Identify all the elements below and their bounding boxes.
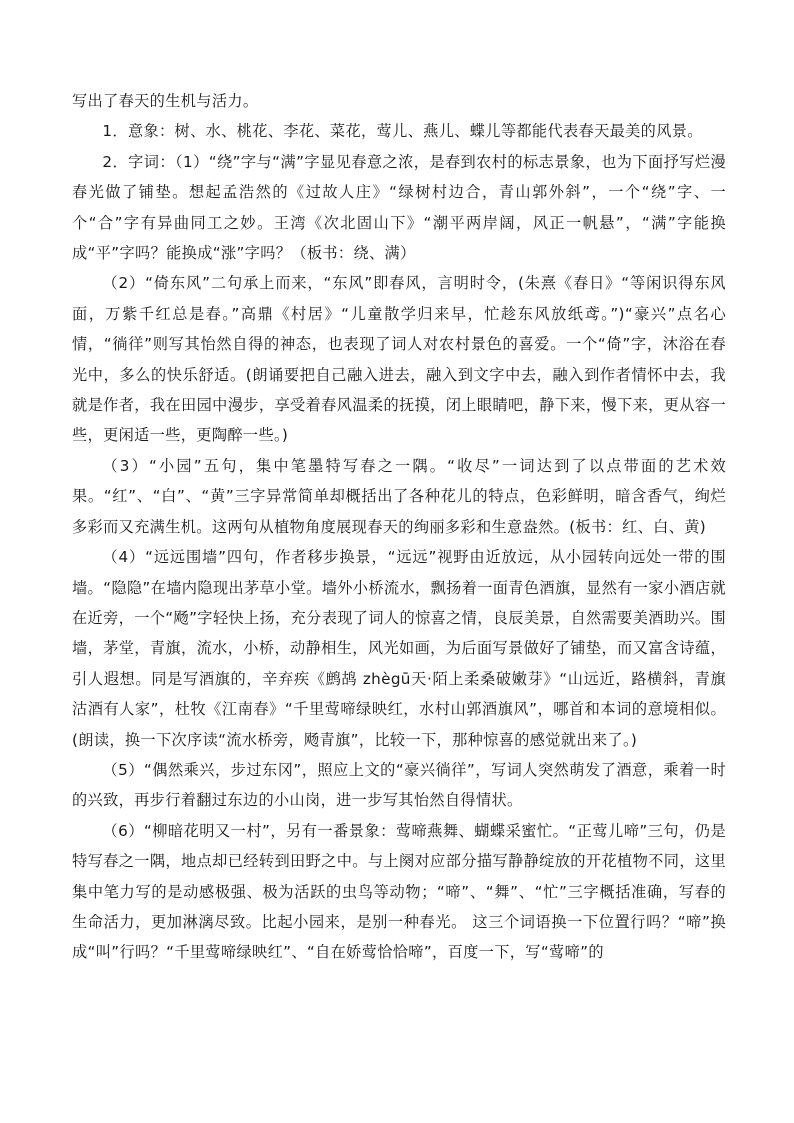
paragraph-point-5: （5）“偶然乘兴，步过东冈”，照应上文的“豪兴徜徉”，写词人突然萌发了酒意，乘着一时的兴致，再步行着翻过东边的小山岗，进一步写其怡然自得情状。 [72,760,726,810]
paragraph-imagery: 1．意象：树、水、桃花、李花、菜花，莺儿、燕儿、蝶儿等都能代表春天最美的风景。 [102,122,703,141]
paragraph-point-3: （3）“小园”五句，集中笔墨特写春之一隅。“收尽”一词达到了以点带面的艺术效果。“红”、“白”、“黄”三字异常简单却概括出了各种花儿的特点，色彩鲜明，暗含香气，绚烂多彩而又充满生机。这两句从植物角度展现春天的绚丽多彩和生意盎然。(板书：红、白、黄) [72,456,726,536]
paragraph-continuation: 写出了春天的生机与活力。 [72,92,259,110]
document-page [72,86,726,968]
paragraph-point-4: （4）“远远围墙”四句，作者移步换景，“远远”视野由近放远，从小园转向远处一带的围墙。“隐隐”在墙内隐现出茅草小堂。墙外小桥流水，飘扬着一面青色酒旗，显然有一家小酒店就在近旁，一个“飏”字轻快上扬，充分表现了词人的惊喜之情，良辰美景，自然需要美酒助兴。围墙，茅堂，青旗，流水，小桥，动静相生，风光如画，为后面写景做好了铺垫，而又富含诗蕴，引人遐想。同是写酒旗的，辛弃疾《鹧鸪 zhègū天·陌上柔桑破嫩芽》“山远近，路横斜，青旗沽酒有人家”，杜牧《江南春》“千里莺啼绿映红，水村山郭酒旗风”，哪首和本词的意境相似。(朗读，换一下次序读“流水桥旁，飏青旗”，比较一下，那种惊喜的感觉就出来了。) [72,548,726,749]
paragraph-point-2: （2）“倚东风”二句承上而来，“东风”即春风，言明时令，(朱熹《春日》“等闲识得东风面，万紫千红总是春。”高鼎《村居》“儿童散学归来早，忙趁东风放纸鸢。”)“豪兴”点名心情，“徜徉”则写其怡然自得的神态，也表现了词人对农村景色的喜爱。一个“倚”字，沐浴在春光中，多么的快乐舒适。(朗诵要把自己融入进去，融入到文字中去，融入到作者情怀中去，我就是作者，我在田园中漫步，享受着春风温柔的抚摸，闭上眼睛吧，静下来，慢下来，更从容一些，更闲适一些，更陶醉一些。) [72,274,726,445]
paragraph-wording: 2．字词：（1）“绕”字与“满”字显见春意之浓，是春到农村的标志景象，也为下面抒写烂漫春光做了铺垫。想起孟浩然的《过故人庄》“绿树村边合，青山郭外斜”，一个“绕”字、一个“合”字有异曲同工之妙。王湾《次北固山下》“潮平两岸阔，风正一帆悬”，“满”字能换成“平”字吗？能换成“涨”字吗？（板书：绕、满） [72,152,726,263]
paragraph-point-6: （6）“柳暗花明又一村”，另有一番景象：莺啼燕舞、蝴蝶采蜜忙。“正莺儿啼”三句，仍是特写春之一隅，地点却已经转到田野之中。与上阕对应部分描写静静绽放的开花植物不同，这里集中笔力写的是动感极强、极为活跃的虫鸟等动物；“啼”、“舞”、“忙”三字概括准确，写春的生命活力，更加淋漓尽致。比起小园来，是别一种春光。 这三个词语换一下位置行吗？“啼”换成“叫”行吗？“千里莺啼绿映红”、“自在娇莺恰恰啼”，百度一下，写“莺啼”的 [72,821,726,962]
